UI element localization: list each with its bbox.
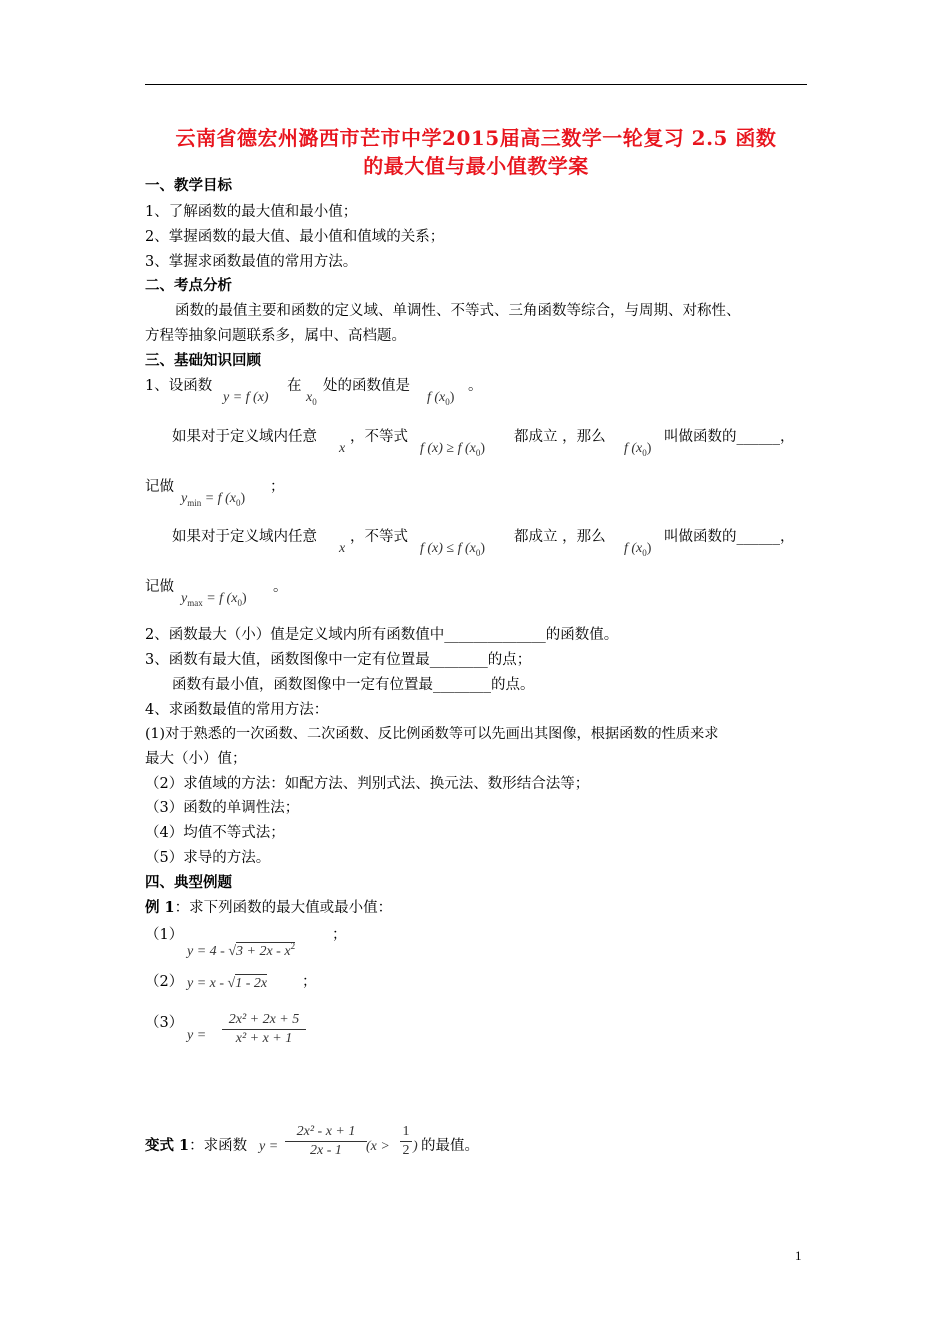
s1-item-3: 3、掌握求函数最值的常用方法。: [145, 254, 358, 270]
p3-ymax: $y_{max} = f$ $(x_0)$: [181, 591, 247, 608]
variant-y: y =: [259, 1139, 279, 1154]
p2-text-a: 如果对于定义域内任意: [172, 429, 317, 445]
title-line-2: 的最大值与最小值教学案: [363, 154, 589, 178]
method-2: （2）求值域的方法：如配方法、判别式法、换元法、数形结合法等；: [145, 776, 590, 792]
p2-fx0: f $(x_0)$: [624, 441, 652, 458]
variant-denominator: 2x - 1: [310, 1143, 342, 1158]
section-1-heading: 一、教学目标: [145, 177, 232, 194]
method-1b: 最大（小）值；: [145, 751, 247, 767]
example-1: 例 1：求下列函数的最大值或最小值：: [145, 899, 393, 916]
s3-item-3b: 函数有最小值，函数图像中一定有位置最________的点。: [172, 677, 535, 693]
method-3: （3）函数的单调性法；: [145, 800, 300, 816]
variant-condition-open: (x >: [366, 1139, 390, 1154]
variant-condition-fraction: 1 2: [400, 1123, 412, 1160]
q3-fraction: [222, 1011, 306, 1048]
p3-inequality: f (x) ≤ f $(x_0)$: [420, 541, 486, 558]
p3-x: x: [339, 541, 346, 556]
p2-text-c: 都成立 ，那么: [514, 429, 606, 445]
p2-text-e: 记做: [145, 479, 174, 495]
p3-text-d: 叫做函数的______，: [664, 529, 795, 545]
p1-text-c: 处的函数值是: [323, 378, 410, 394]
q3-y: y =: [187, 1028, 207, 1043]
title-line-1: 云南省德宏州潞西市芒市中学2015届高三数学一轮复习 2.5 函数: [175, 126, 777, 150]
s1-item-1: 1、了解函数的最大值和最小值；: [145, 204, 358, 220]
p2-end: ；: [270, 479, 285, 495]
p1-fx0: f $(x_0)$: [427, 390, 455, 407]
p3-fx0: f $(x_0)$: [624, 541, 652, 558]
method-4: （4）均值不等式法；: [145, 825, 285, 841]
q2-expression: y = x - √1 - 2x: [187, 976, 268, 991]
s1-item-2: 2、掌握函数的最大值、最小值和值域的关系；: [145, 229, 445, 245]
q3-label: （3）: [145, 1015, 184, 1031]
p2-text-b: ，不等式: [350, 429, 408, 445]
q1-semicolon: ；: [332, 927, 347, 943]
p1-text-b: 在: [287, 378, 302, 394]
p2-x: x: [339, 441, 346, 456]
p3-text-e: 记做: [145, 579, 174, 595]
q2-label: （2）: [145, 974, 184, 990]
section-4-heading: 四、典型例题: [145, 874, 232, 891]
p3-text-a: 如果对于定义域内任意: [172, 529, 317, 545]
method-1a: (1)对于熟悉的一次函数、二次函数、反比例函数等可以先画出其图像，根据函数的性质来求: [145, 726, 719, 742]
p1-end: 。: [468, 378, 483, 394]
p1-x0: $x_0$: [306, 390, 317, 407]
q1-label: （1）: [145, 927, 184, 943]
p2-inequality: f (x) ≥ f $(x_0)$: [420, 441, 486, 458]
p3-end: 。: [273, 579, 288, 595]
p1-func: y = f (x): [223, 390, 269, 405]
variant-numerator: 2x² - x + 1: [296, 1124, 356, 1139]
header-rule: [145, 84, 807, 85]
p2-text-d: 叫做函数的______，: [664, 429, 795, 445]
p3-text-b: ，不等式: [350, 529, 408, 545]
variant-1: 变式 1：求函数: [145, 1137, 248, 1154]
page-number: 1: [795, 1248, 802, 1263]
variant-fraction: [285, 1123, 367, 1160]
section-2-heading: 二、考点分析: [145, 277, 232, 294]
s2-line-1: 函数的最值主要和函数的定义域、单调性、不等式、三角函数等综合，与周期、对称性、: [175, 303, 741, 319]
p2-ymin: $y_{min} = f$ $(x_0)$: [181, 491, 246, 508]
s3-item-2: 2、函数最大（小）值是定义域内所有函数值中______________的函数值。: [145, 627, 619, 643]
s3-item-4: 4、求函数最值的常用方法：: [145, 702, 329, 718]
variant-condition-close: ): [413, 1139, 418, 1154]
p1-text-a: 1、设函数: [145, 378, 213, 394]
variant-end: 的最值。: [421, 1138, 479, 1154]
q3-denominator: x² + x + 1: [235, 1031, 293, 1046]
q1-expression: $y = 4 - √3 + 2x - x^2$: [187, 941, 296, 959]
method-5: （5）求导的方法。: [145, 850, 271, 866]
q3-numerator: 2x² + 2x + 5: [228, 1012, 300, 1027]
s2-line-2: 方程等抽象问题联系多，属中、高档题。: [145, 328, 406, 344]
s3-item-3a: 3、函数有最大值，函数图像中一定有位置最________的点；: [145, 652, 532, 668]
document-title: [145, 124, 807, 180]
p3-text-c: 都成立 ，那么: [514, 529, 606, 545]
section-3-heading: 三、基础知识回顾: [145, 352, 261, 369]
q2-semicolon: ；: [302, 974, 317, 990]
